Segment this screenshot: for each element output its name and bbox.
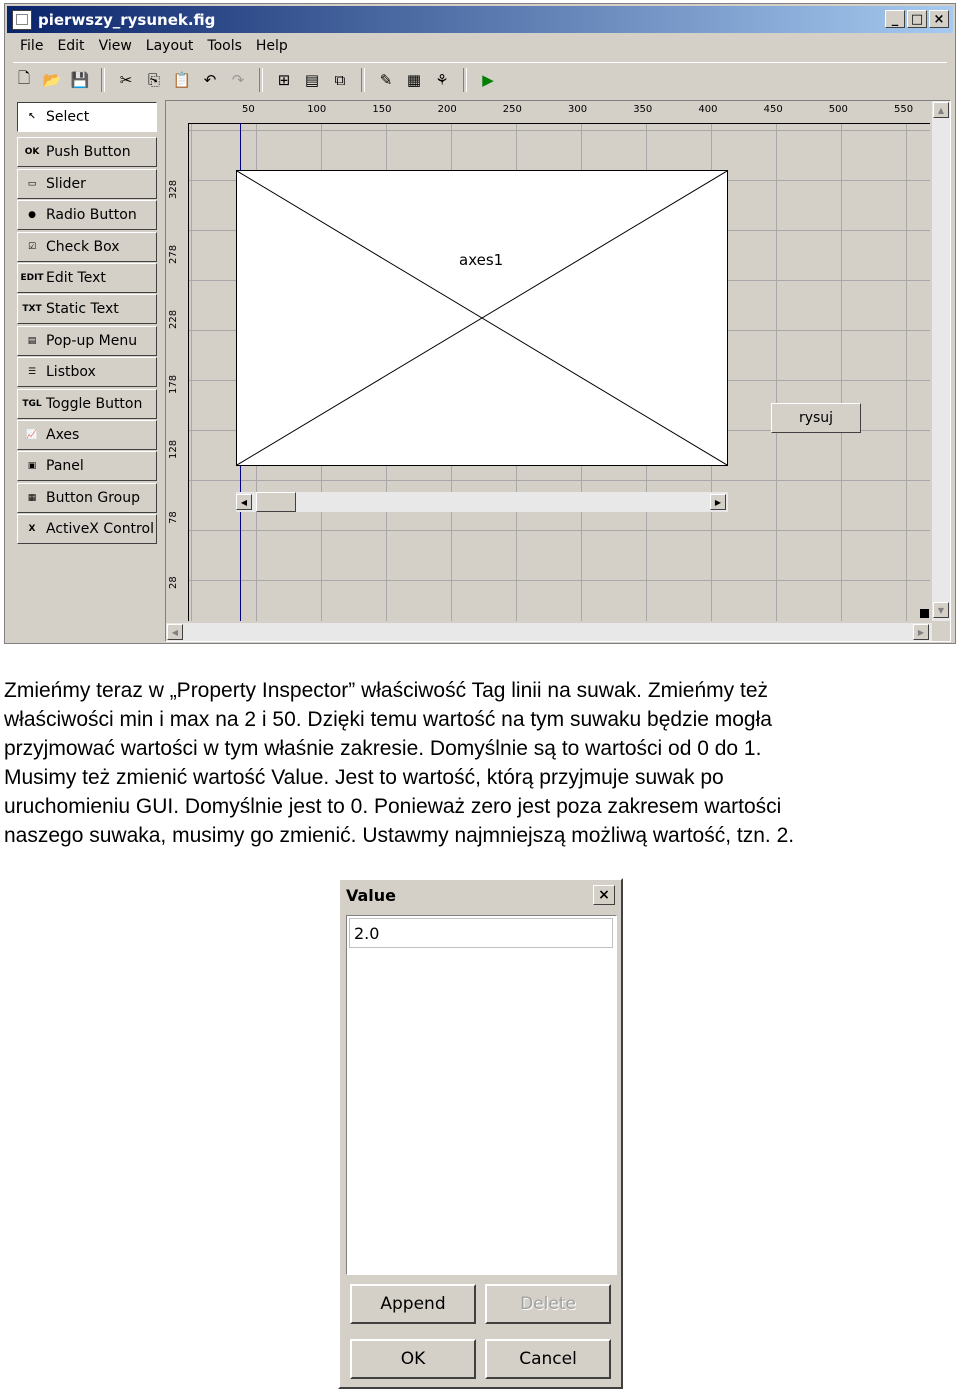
copy-icon[interactable]: ⎘ xyxy=(147,71,160,89)
slider-right-icon[interactable]: ▶ xyxy=(710,494,726,510)
paragraph-line: Musimy też zmienić wartość Value. Jest to wartość, którą przyjmuje suwak po xyxy=(4,766,724,789)
palette-item-label: Button Group xyxy=(46,489,140,506)
palette-static-text-button[interactable] xyxy=(17,294,157,324)
paragraph-line: uruchomieniu GUI. Domyślnie jest to 0. Ponieważ zero jest poza zakresem wartości xyxy=(4,795,782,818)
ruler-tick-label: 328 xyxy=(168,179,179,199)
close-button[interactable]: × xyxy=(929,10,949,28)
toolbar xyxy=(13,62,947,97)
mfile-editor-icon[interactable]: ✎ xyxy=(379,71,393,89)
ruler-tick-label: 150 xyxy=(372,104,392,115)
undo-icon[interactable]: ↶ xyxy=(203,71,217,89)
palette-item-label: Select xyxy=(46,109,90,125)
paragraph-line: przyjmować wartości w tym właśnie zakresie. Domyślnie są to wartości od 0 do 1. xyxy=(4,737,762,760)
edit-text-icon: EDIT xyxy=(20,273,44,283)
listbox-icon: ☰ xyxy=(27,367,37,378)
ruler-tick-label: 450 xyxy=(763,104,783,115)
ruler-tick-label: 350 xyxy=(633,104,653,115)
paragraph-line: naszego suwaka, musimy go zmienić. Ustawmy najmniejszą możliwą wartość, tzn. 2. xyxy=(4,824,795,847)
ruler-tick-label: 278 xyxy=(168,244,179,264)
popup-icon: ▤ xyxy=(27,335,37,346)
horizontal-scrollbar[interactable] xyxy=(166,623,932,641)
palette-item-label: Push Button xyxy=(46,144,131,161)
scroll-right-icon[interactable]: ▶ xyxy=(913,624,929,640)
rysuj-button[interactable]: rysuj xyxy=(771,403,861,433)
ruler-tick-label: 228 xyxy=(168,309,179,329)
palette-panel-button[interactable] xyxy=(17,451,157,481)
delete-button[interactable]: Delete xyxy=(485,1284,611,1324)
paragraph-line: właściwości min i max na 2 i 50. Dzięki temu wartość na tym suwaku będzie mogła xyxy=(4,708,772,731)
palette-item-label: Radio Button xyxy=(46,207,137,224)
push-button-icon: OK xyxy=(24,147,40,158)
palette-button-group-button[interactable] xyxy=(17,483,157,513)
ruler-tick-label: 100 xyxy=(307,104,327,115)
axes-placeholder-cross xyxy=(237,171,727,465)
save-icon[interactable]: 💾 xyxy=(70,71,90,89)
vertical-ruler xyxy=(166,123,188,621)
panel-icon: ▣ xyxy=(27,461,37,472)
value-entry-field[interactable]: 2.0 xyxy=(349,918,613,948)
slider-component[interactable] xyxy=(236,492,728,512)
slider-icon: ▭ xyxy=(27,178,37,189)
palette-radio-button-button[interactable] xyxy=(17,200,157,230)
palette-select-button[interactable] xyxy=(17,102,157,132)
maximize-button[interactable]: □ xyxy=(907,10,927,28)
run-icon[interactable]: ▶ xyxy=(482,71,494,89)
ok-button[interactable]: OK xyxy=(350,1339,476,1379)
palette-item-label: Toggle Button xyxy=(46,395,143,412)
minimize-button[interactable]: _ xyxy=(885,10,905,28)
value-list[interactable] xyxy=(346,915,617,1275)
palette-item-label: Pop-up Menu xyxy=(46,332,138,349)
button-group-icon: ▦ xyxy=(27,492,37,503)
toolbar-separator xyxy=(259,68,263,92)
palette-listbox-button[interactable] xyxy=(17,357,157,387)
menu-file[interactable]: File xyxy=(20,38,44,54)
axes-icon: 📈 xyxy=(26,430,38,440)
tab-order-icon[interactable]: ⧉ xyxy=(334,71,346,89)
palette-slider-button[interactable] xyxy=(17,169,157,199)
ruler-tick-label: 28 xyxy=(168,576,179,589)
palette-push-button-button[interactable] xyxy=(17,137,157,167)
figure-icon xyxy=(12,10,32,30)
align-icon[interactable]: ⊞ xyxy=(277,71,291,89)
ruler-tick-label: 178 xyxy=(168,374,179,394)
value-dialog xyxy=(338,878,623,1389)
checkbox-icon: ☑ xyxy=(27,241,37,252)
menu-help[interactable]: Help xyxy=(255,38,288,54)
static-text-icon: TXT xyxy=(22,304,42,315)
ruler-tick-label: 250 xyxy=(502,104,522,115)
ruler-tick-label: 78 xyxy=(168,511,179,524)
toolbar-separator xyxy=(361,68,365,92)
palette-item-label: Edit Text xyxy=(46,270,106,286)
menu-layout[interactable]: Layout xyxy=(145,38,194,54)
menu-bar xyxy=(13,36,295,58)
open-icon[interactable]: 📂 xyxy=(42,71,62,89)
ruler-tick-label: 400 xyxy=(698,104,718,115)
menu-tools[interactable]: Tools xyxy=(207,38,242,54)
palette-item-label: ActiveX Control xyxy=(46,521,154,538)
palette-axes-button[interactable] xyxy=(17,420,157,450)
palette-item-label: Axes xyxy=(46,427,80,443)
scroll-left-icon[interactable]: ◀ xyxy=(167,624,183,640)
toolbar-separator xyxy=(101,68,105,92)
dialog-close-button[interactable]: × xyxy=(593,885,615,905)
radio-icon: ● xyxy=(28,210,36,221)
axes-component[interactable] xyxy=(236,170,728,466)
palette-item-label: Listbox xyxy=(46,364,96,381)
vertical-scrollbar[interactable] xyxy=(932,101,950,621)
append-button[interactable]: Append xyxy=(350,1284,476,1324)
palette-check-box-button[interactable] xyxy=(17,232,157,262)
palette-item-label: Panel xyxy=(46,458,84,475)
resize-handle[interactable] xyxy=(920,609,929,618)
window-title: pierwszy_rysunek.fig xyxy=(38,10,216,29)
cut-icon[interactable]: ✂ xyxy=(119,71,133,89)
activex-icon: X xyxy=(28,524,36,535)
slider-thumb[interactable] xyxy=(256,492,296,512)
palette-item-label: Static Text xyxy=(46,301,119,318)
ruler-tick-label: 550 xyxy=(894,104,914,115)
title-bar xyxy=(7,6,953,33)
ruler-tick-label: 128 xyxy=(168,439,179,459)
menu-edit[interactable]: Edit xyxy=(57,38,85,54)
palette-item-label: Check Box xyxy=(46,238,120,255)
dialog-title: Value xyxy=(342,882,619,909)
property-inspector-icon[interactable]: ▦ xyxy=(406,71,422,89)
component-palette xyxy=(15,98,163,638)
ruler-tick-label: 200 xyxy=(437,104,457,115)
paragraph-line: Zmieńmy teraz w „Property Inspector” właściwość Tag linii na suwak. Zmieńmy też xyxy=(4,679,769,702)
object-browser-icon[interactable]: ⚘ xyxy=(435,71,449,89)
palette-activex-control-button[interactable] xyxy=(17,514,157,544)
toolbar-separator xyxy=(463,68,467,92)
paste-icon[interactable]: 📋 xyxy=(172,71,192,89)
toggle-icon: TGL xyxy=(22,398,42,409)
new-icon[interactable]: 🗋 xyxy=(17,68,31,87)
palette-pop-up-menu-button[interactable] xyxy=(17,326,157,356)
body-paragraph xyxy=(4,676,956,850)
slider-left-icon[interactable]: ◀ xyxy=(236,494,252,510)
axes-label: axes1 xyxy=(459,251,504,269)
arrow-icon: ↖ xyxy=(28,112,36,122)
cancel-button[interactable]: Cancel xyxy=(485,1339,611,1379)
ruler-tick-label: 50 xyxy=(242,104,255,115)
horizontal-ruler xyxy=(188,101,930,123)
redo-icon[interactable]: ↷ xyxy=(231,71,245,89)
ruler-tick-label: 300 xyxy=(568,104,588,115)
scroll-up-icon[interactable]: ▲ xyxy=(933,102,949,118)
palette-item-label: Slider xyxy=(46,175,86,192)
menu-view[interactable]: View xyxy=(98,38,132,54)
scroll-down-icon[interactable]: ▼ xyxy=(933,602,949,618)
palette-toggle-button-button[interactable] xyxy=(17,389,157,419)
ruler-tick-label: 500 xyxy=(828,104,848,115)
palette-edit-text-button[interactable] xyxy=(17,263,157,293)
menu-editor-icon[interactable]: ▤ xyxy=(304,71,320,89)
